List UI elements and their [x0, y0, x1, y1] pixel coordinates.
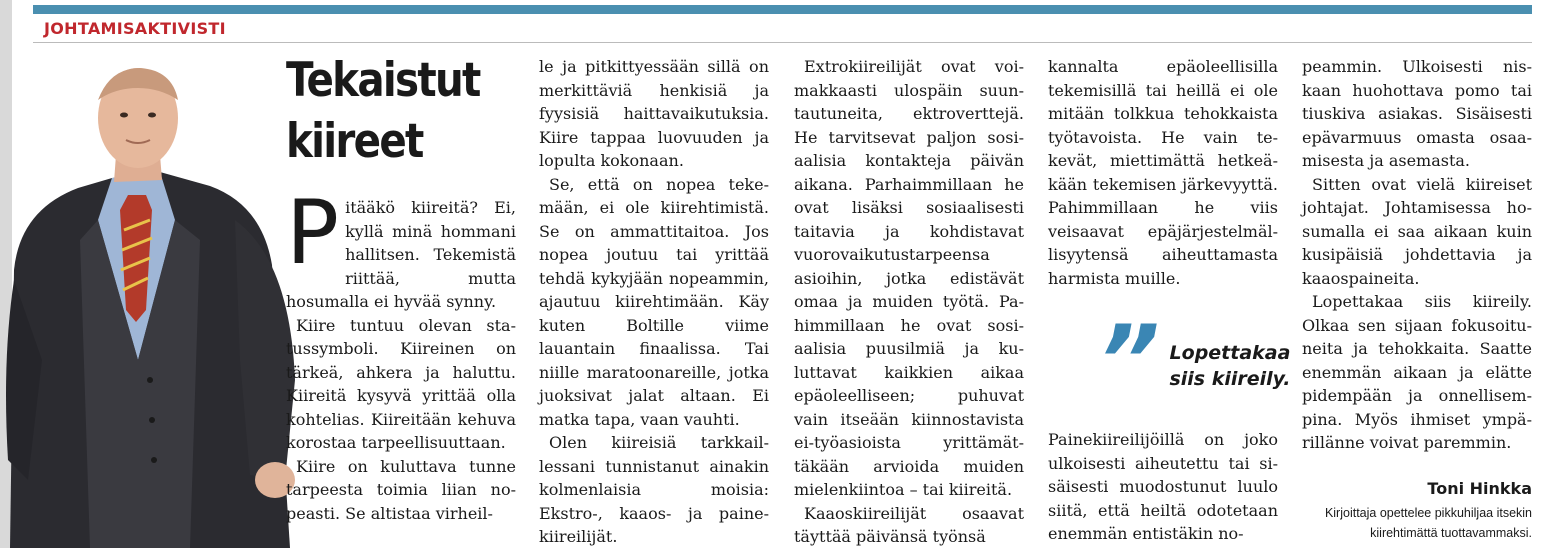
paragraph: Lopettakaa siis kiireily. Olkaa sen sijaan fokusoituneita ja tehokkaita. Saatte enemmän aikaan ja elätte pidempään ja onnellisempina. Myös ihmiset ympärillänne voivat paremmin. — [1302, 292, 1532, 452]
paragraph: le ja pitkittyessään sillä on merkittäviä henkisiä ja fyysisiä haittavaikutuksia. Kiire tappaa luovuuden ja lopulta kokonaan. — [539, 57, 769, 170]
header-color-bar — [33, 5, 1532, 14]
author-name: Toni Hinkka — [1427, 479, 1532, 498]
paragraph: peammin. Ulkoisesti niskaan huohottava pomo tai tiuskiva asiakas. Sisäisesti epävarmuus omasta osaamisesta ja asemasta. — [1302, 57, 1532, 170]
quote-mark-icon: ” — [1098, 305, 1154, 417]
article-column-5 — [1302, 55, 1532, 455]
paragraph: Extrokiireilijät ovat voimakkaasti ulospäin suuntautuneita, ektroverttejä. He tarvitsevat paljon sosiaalisia kontakteja päivän aikana. Parhaimmillaan he ovat lisäksi sosiaalisesti taitavia ja kohdistavat vuorovaikutustarpeensa asioihin, jotka edistävät omaa ja muiden työtä. Pahimmillaan he ovat sosiaalisia puusilmiä ja kuluttavat kaikkien aikaa epäoleelliseen; puhuvat vain itseään kiinnostavista ei-työasioista yrittämättäkään arvioida muiden mielenkiintoa – tai kiireitä. — [794, 57, 1024, 499]
article-column-2 — [539, 55, 769, 549]
paragraph: kannalta epäoleellisilla tekemisillä tai heillä ei ole mitään tolkkua tehokkaista työtavoista. He vain tekevät, miettimättä hetkeäkään tekemisen järkevyyttä. Pahimmillaan he viis veisaavat epäjärjestelmällisyytensä aiheuttamasta harmista muille. — [1048, 57, 1278, 288]
paragraph: Painekiireilijöillä on joko ulkoisesti aiheutettu tai sisäisesti muodostunut luulo siitä, että heiltä odotetaan enemmän entistäkin no- — [1048, 430, 1278, 543]
paragraph: itääkö kiireitä? Ei, kyllä minä hommani hallitsen. Tekemistä riittää, mutta hosumalla ei hyvää synny. — [286, 198, 516, 311]
paragraph: Sitten ovat vielä kiireiset johtajat. Johtamisessa hosumalla ei saa aikaan kuin kusipäisiä johdettavia ja kaaospaineita. — [1302, 174, 1532, 288]
pull-quote-line: Lopettakaa — [1169, 342, 1291, 364]
pull-quote-line: siis kiireily. — [1169, 368, 1291, 390]
paragraph: Se, että on nopea tekemään, ei ole kiirehtimistä. Se on ammattitaitoa. Jos nopea joutuu tai yrittää tehdä kykyjään nopeammin, ajautuu kiirehtimään. Käy kuten Boltille viime lauantain finaalissa. Tai niille maratoonareille, jotka juoksivat jalat altaan. Ei matka tapa, vaan vauhti. — [539, 174, 769, 429]
drop-cap: P — [286, 181, 340, 284]
article-column-1 — [286, 181, 516, 525]
article-column-4 — [1048, 55, 1278, 290]
section-divider — [33, 42, 1532, 43]
article-column-3 — [794, 55, 1024, 549]
paragraph: Kiire on kuluttava tunne tarpeesta toimia liian nopeasti. Se altistaa virheil- — [286, 456, 516, 523]
paragraph: Olen kiireisiä tarkkaillessani tunnistanut ainakin kolmenlaisia moisia: Ekstro-, kaaos- ja painekiireilijät. — [539, 433, 769, 546]
pull-quote — [1160, 340, 1300, 392]
article-headline: Tekaistut kiireet — [286, 53, 480, 169]
author-photo — [0, 60, 300, 548]
section-label: JOHTAMISAKTIVISTI — [44, 19, 226, 38]
article-column-4-continued — [1048, 428, 1278, 546]
paragraph: Kiire tuntuu olevan statussymboli. Kiireinen on tärkeä, ahkera ja haluttu. Kiireitä kysyvä yrittää olla kohtelias. Kiireitään kehuva korostaa tarpeellisuuttaan. — [286, 315, 516, 452]
paragraph: Kaaoskiireilijät osaavat täyttää päivänsä työnsä — [794, 503, 1024, 546]
author-description: Kirjoittaja opettelee pikkuhiljaa itsekin kiirehtimättä tuottavammaksi. — [1324, 506, 1532, 540]
